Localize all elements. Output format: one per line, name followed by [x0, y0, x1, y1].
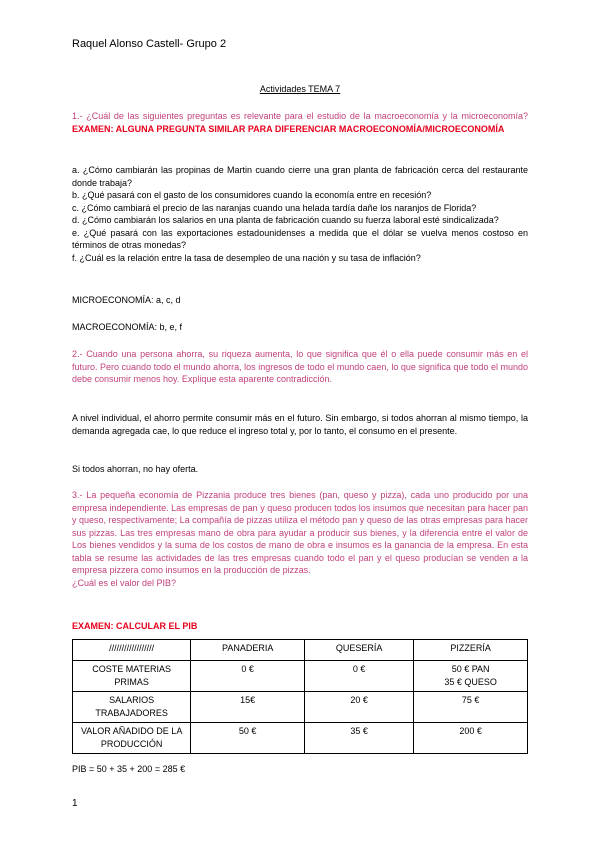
question-2-text: 2.- Cuando una persona ahorra, su riqueza aumenta, lo que significa que él o ella puede consumir más en el futuro. Pero cuando todo el mundo ahorra, los ingresos de todo el mundo caen, lo que significa que todo el mundo debe consumir menos hoy. Explique esta aparente contradicción.	[72, 349, 528, 384]
question-1-options	[72, 164, 528, 264]
option-f: f. ¿Cuál es la relación entre la tasa de desempleo de una nación y su tasa de inflación?	[72, 252, 421, 263]
question-1-exam-note: EXAMEN: ALGUNA PREGUNTA SIMILAR PARA DIFERENCIAR MACROECONOMÍA/MICROECONOMÍA	[72, 123, 505, 134]
question-2-answer-2: Si todos ahorran, no hay oferta.	[72, 464, 199, 474]
question-3-exam-note: EXAMEN: CALCULAR EL PIB	[72, 621, 198, 631]
table-header-panaderia: PANADERIA	[191, 640, 305, 661]
option-c: c. ¿Cómo cambiará el precio de las naranjas cuando una helada tardía dañe los naranjos de Florida?	[72, 202, 477, 213]
table-header-row	[73, 640, 528, 661]
cell-queseria: 0 €	[305, 661, 414, 692]
cell-panaderia: 0 €	[191, 661, 305, 692]
question-3-text	[72, 489, 528, 589]
cell-queseria: 20 €	[305, 692, 414, 723]
answer-macro: MACROECONOMÍA: b, e, f	[72, 322, 183, 332]
cell-pizzeria: 75 €	[414, 692, 528, 723]
page-title: Actividades TEMA 7	[259, 84, 341, 94]
option-a: a. ¿Cómo cambiarán las propinas de Martin cuando cierre una gran planta de fabricación cerca del restaurante donde trabaja?	[72, 165, 528, 188]
row-label: SALARIOS TRABAJADORES	[73, 692, 191, 723]
row-label: COSTE MATERIAS PRIMAS	[73, 661, 191, 692]
pib-result: PIB = 50 + 35 + 200 = 285 €	[72, 764, 186, 774]
question-3-body: 3.- La pequeña economía de Pizzania produce tres bienes (pan, queso y pizza), cada uno producido por una empresa independiente. Las empresas de pan y queso producen todos los insumos que necesitan para hacer pan y queso, respectivamente; La compañía de pizzas utiliza el método pan y queso de las otras empresas para hacer sus pizzas. Las tres empresas mano de obra para ayudar a producir sus bienes, y la diferencia entre el valor de Los bienes vendidos y la suma de los costos de mano de obra e insumos es la ganancia de la empresa. En esta tabla se resume las actividades de las tres empresas cuando todo el pan y el queso producían se venden a la empresa pizzera como insumos en la producción de pizzas.	[72, 490, 528, 575]
answer-micro: MICROECONOMÍA: a, c, d	[72, 295, 181, 305]
cell-panaderia: 50 €	[191, 723, 305, 754]
table-header-queseria: QUESERÍA	[305, 640, 414, 661]
cell-pizzeria-line-2: 35 € QUESO	[444, 677, 497, 687]
question-1-text: 1.- ¿Cuál de las siguientes preguntas es relevante para el estudio de la macroeconomía y la microeconomía?	[72, 111, 528, 121]
question-2-answer: A nivel individual, el ahorro permite consumir más en el futuro. Sin embargo, si todos ahorran al mismo tiempo, la demanda agregada cae, lo que reduce el ingreso total y, por lo tanto, el consumo en el presente.	[72, 413, 528, 436]
cell-pizzeria	[414, 661, 528, 692]
row-label: VALOR AÑADIDO DE LA PRODUCCIÓN	[73, 723, 191, 754]
cell-pizzeria-line-1: 50 € PAN	[451, 664, 490, 674]
cell-pizzeria: 200 €	[414, 723, 528, 754]
table-row	[73, 723, 528, 754]
question-3-end: ¿Cuál es el valor del PIB?	[72, 577, 177, 588]
page-number: 1	[72, 798, 78, 809]
table-header-corner: //////////////////	[73, 640, 191, 661]
option-d: d. ¿Cómo cambiarán los salarios en una planta de fabricación cuando su fuerza laboral esté sindicalizada?	[72, 215, 499, 225]
pib-table	[72, 639, 528, 754]
table-row	[73, 661, 528, 692]
question-1	[72, 110, 528, 135]
option-e: e. ¿Qué pasará con las exportaciones estadounidenses a medida que el dólar se vuelva menos costoso en términos de otras monedas?	[72, 227, 528, 250]
table-header-pizzeria: PIZZERÍA	[414, 640, 528, 661]
cell-queseria: 35 €	[305, 723, 414, 754]
cell-panaderia: 15€	[191, 692, 305, 723]
table-row	[73, 692, 528, 723]
option-b: b. ¿Qué pasará con el gasto de los consumidores cuando la economía entre en recesión?	[72, 190, 432, 200]
document-header: Raquel Alonso Castell- Grupo 2	[72, 38, 227, 50]
